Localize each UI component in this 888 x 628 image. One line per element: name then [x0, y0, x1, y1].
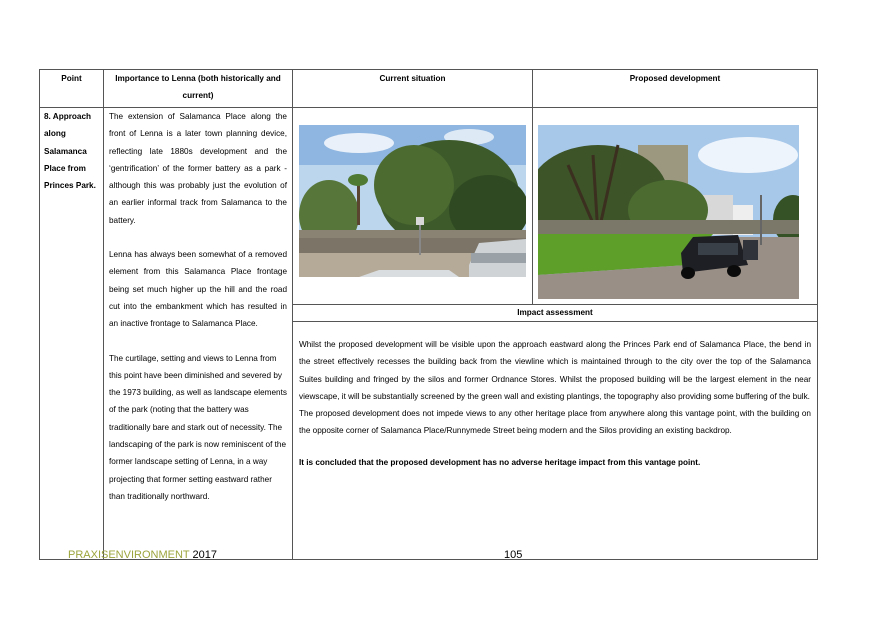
- header-point: Point: [40, 70, 104, 108]
- footer-year: 2017: [192, 549, 217, 561]
- current-situation-photo: [299, 125, 526, 277]
- impact-conclusion: It is concluded that the proposed development has no adverse heritage impact from this vantage point.: [299, 457, 701, 467]
- footer-brand: [68, 549, 217, 561]
- heritage-assessment-table: [39, 69, 818, 560]
- impact-paragraph-2: The proposed development does not impede views to any other heritage place from anywhere along this vantage point, with the building on the opposite corner of Salamanca Place/Runnymede Street being modern and the Silos providing an existing backdrop.: [299, 409, 811, 436]
- impact-assessment-cell: [293, 322, 818, 560]
- point-cell: 8. Approach along Salamanca Place from Princes Park.: [40, 108, 104, 560]
- table-row: [40, 108, 818, 305]
- importance-paragraph-1: The extension of Salamanca Place along the front of Lenna is a later town planning device, reflecting late 1880s development and the ‘gentrification’ of the former battery as a park - although this was probably just the evolution of an earlier informal track from Salamanca to the battery.: [109, 112, 287, 225]
- impact-paragraph-1: Whilst the proposed development will be visible upon the approach eastward along the Princes Park end of Salamanca Place, the bend in the street effectively recesses the building back from the viewline which is maintained through to the city over the top of the Salamanca Suites building and fringed by the silos and former Ordnance Stores. Whilst the proposed building will be the largest element in the near viewscape, it will be substantially screened by the green wall and existing plantings, the topography also providing some buffering of the bulk.: [299, 340, 811, 401]
- current-photo-cell: [293, 108, 533, 305]
- importance-cell: [104, 108, 293, 560]
- proposed-photo-cell: [533, 108, 818, 305]
- header-proposed: Proposed development: [533, 70, 818, 108]
- importance-paragraph-2: Lenna has always been somewhat of a removed element from this Salamanca Place frontage being set much higher up the hill and the road cut into the embankment which has resulted in an inactive frontage to Salamanca Place.: [109, 250, 287, 329]
- header-importance: Importance to Lenna (both historically and current): [104, 70, 293, 108]
- importance-paragraph-3: The curtilage, setting and views to Lenna from this point have been diminished and severed by the 1973 building, as well as landscape elements of the park (noting that the battery was traditionally bare and stark out of necessity. The landscaping of the park is now reminiscent of the former landscape setting of Lenna, in a way projecting that former setting eastward rather than traditionally northward.: [109, 353, 287, 501]
- brand-name: PRAXISENVIRONMENT: [68, 549, 190, 561]
- proposed-development-photo: [538, 125, 799, 299]
- header-current: Current situation: [293, 70, 533, 108]
- page-number: 105: [504, 549, 523, 561]
- impact-assessment-header: Impact assessment: [293, 305, 818, 322]
- table-header-row: [40, 70, 818, 108]
